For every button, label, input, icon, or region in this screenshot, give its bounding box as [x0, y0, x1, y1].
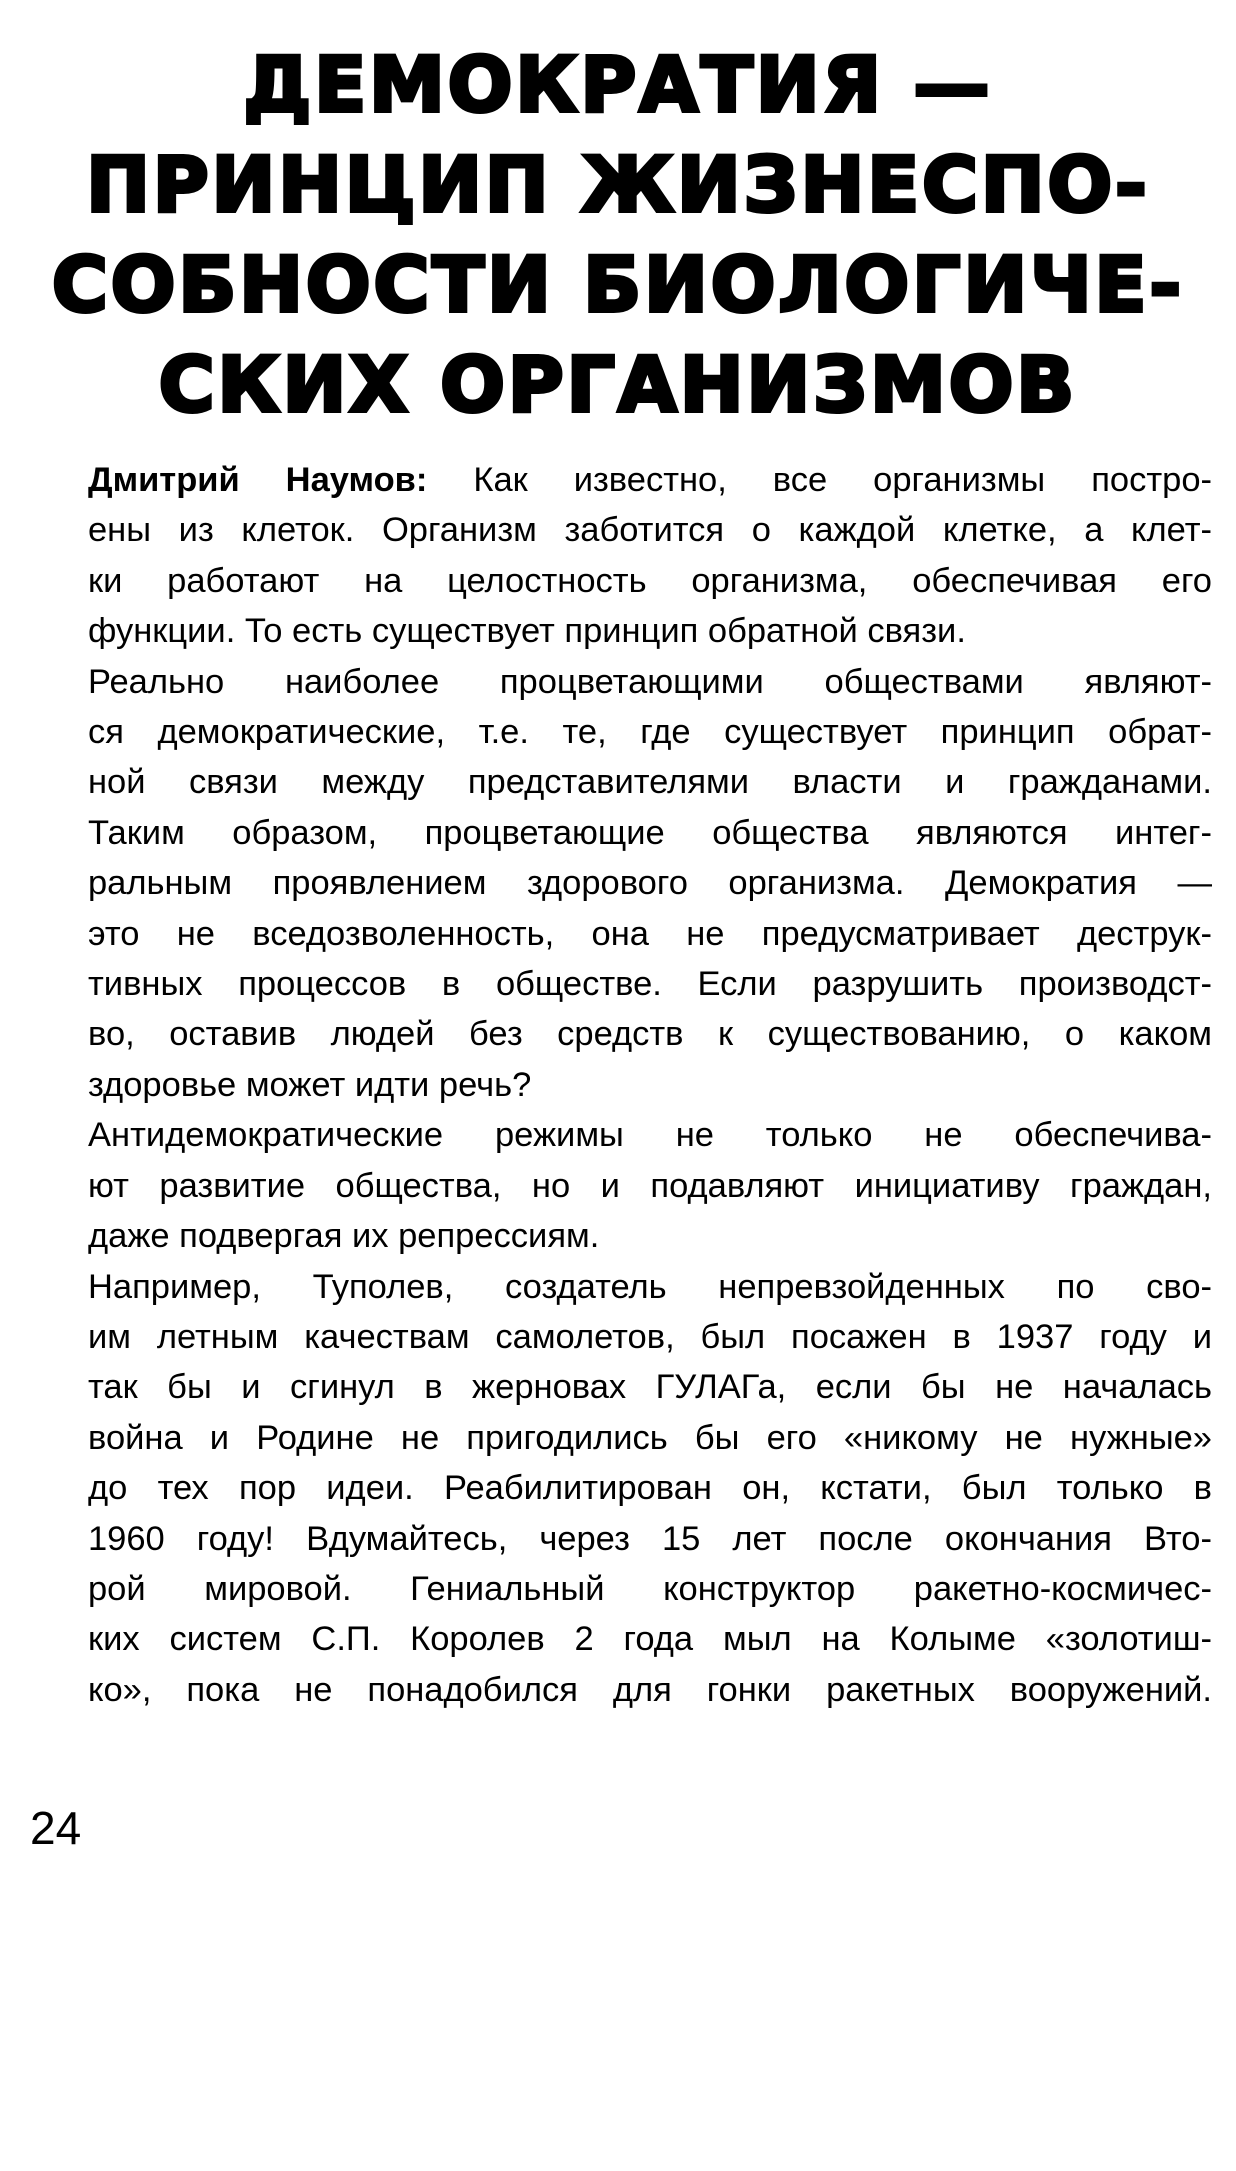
title-line: ДЕМОКРАТИЯ — — [243, 40, 993, 129]
title-line: ПРИНЦИП ЖИЗНЕСПО- — [86, 140, 1150, 229]
text-line: ены из клеток. Организм заботится о каждой клетке, а клет- — [88, 511, 1212, 550]
text-line: ки работают на целостность организма, обеспечивая его — [88, 561, 1212, 600]
text-line: ральным проявлением здорового организма. Демократия — — [88, 864, 1212, 903]
chapter-title — [40, 35, 1196, 435]
text-line: ко», пока не понадобился для гонки ракетных вооружений. — [88, 1670, 1212, 1709]
text-line: ся демократические, т.е. те, где существует принцип обрат- — [88, 713, 1212, 752]
paragraph-2 — [32, 657, 1212, 1111]
text-line: во, оставив людей без средств к существованию, о каком — [88, 1015, 1212, 1054]
text-line: 1960 году! Вдумайтесь, через 15 лет после окончания Вто- — [88, 1519, 1212, 1558]
text-line: функции. То есть существует принцип обратной связи. — [88, 612, 966, 651]
page-number: 24 — [30, 1802, 82, 1854]
text-line: даже подвергая их репрессиям. — [88, 1217, 600, 1256]
text-line: это не вседозволенность, она не предусматривает деструк- — [88, 914, 1212, 953]
text-line: Реально наиболее процветающими обществами являют- — [88, 662, 1212, 701]
article-body — [32, 455, 1212, 1715]
text-line: Например, Туполев, создатель непревзойденных по сво- — [88, 1267, 1212, 1306]
text-line: тивных процессов в обществе. Если разрушить производст- — [88, 965, 1212, 1004]
text-line: Антидемократические режимы не только не обеспечива- — [88, 1116, 1212, 1155]
text-line: ной связи между представителями власти и гражданами. — [88, 763, 1212, 802]
text-line: ких систем С.П. Королев 2 года мыл на Колыме «золотиш- — [88, 1620, 1212, 1659]
text-line: ют развитие общества, но и подавляют инициативу граждан, — [88, 1166, 1212, 1205]
text-line: Дмитрий Наумов: Как известно, все организмы постро- — [88, 461, 1212, 499]
text-line: до тех пор идеи. Реабилитирован он, кстати, был только в — [88, 1469, 1212, 1508]
text-line: им летным качествам самолетов, был посажен в 1937 году и — [88, 1317, 1212, 1356]
paragraph-4 — [32, 1262, 1212, 1716]
speaker-name: Дмитрий Наумов: — [88, 461, 428, 499]
text-line: так бы и сгинул в жерновах ГУЛАГа, если бы не началась — [88, 1368, 1212, 1407]
text-line: война и Родине не пригодились бы его «никому не нужные» — [88, 1418, 1212, 1457]
text-line: Таким образом, процветающие общества являются интег- — [88, 813, 1212, 852]
text-line: рой мировой. Гениальный конструктор ракетно-космичес- — [88, 1569, 1212, 1608]
title-line: СОБНОСТИ БИОЛОГИЧЕ- — [52, 240, 1184, 329]
paragraph-3 — [32, 1110, 1212, 1261]
paragraph-1 — [32, 455, 1212, 657]
text-line: здоровье может идти речь? — [88, 1065, 532, 1104]
title-line: СКИХ ОРГАНИЗМОВ — [158, 340, 1078, 429]
